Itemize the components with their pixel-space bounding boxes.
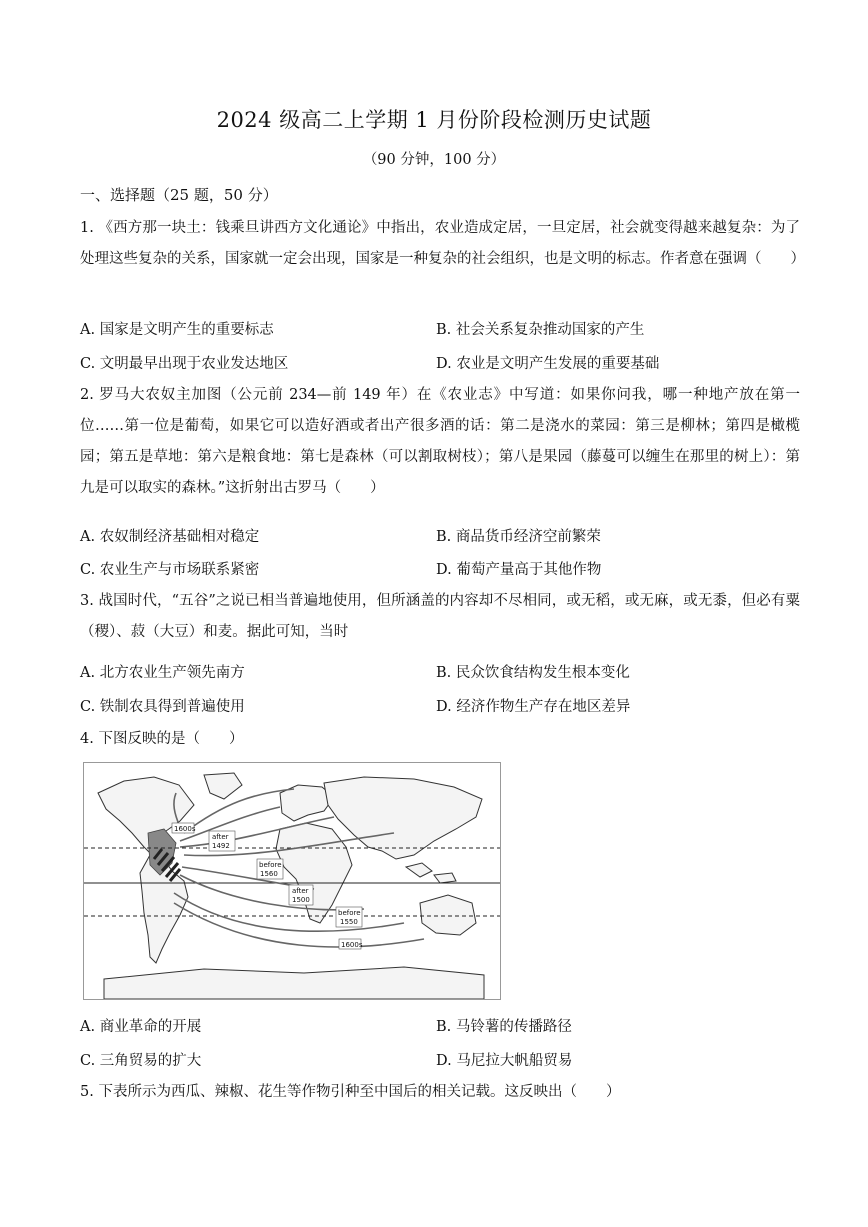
question-2-stem: 2. 罗马大农奴主加图（公元前 234—前 149 年）在《农业志》中写道：如果你问我，哪一种地产放在第一位……第一位是葡萄，如果它可以造好酒或者出产很多酒的话：第二是浇水的菜园：第三是柳林；第四是橄榄园；第五是草地：第六是粮食地：第七是森林（可以割取树枝）；第八是果园（藤蔓可以缠生在那里的树上）：第九是可以取实的森林。”这折射出古罗马（ ） (80, 387, 800, 496)
southeast-asia-islands (406, 863, 432, 877)
page-subtitle: （90 分钟，100 分） (362, 152, 506, 168)
question-3-option-b[interactable]: B. 民众饮食结构发生根本变化 (436, 665, 630, 681)
map-label-4b: 1500 (292, 896, 310, 904)
map-label-2b: 1492 (212, 842, 230, 850)
question-2-option-c[interactable]: C. 农业生产与市场联系紧密 (80, 562, 260, 578)
map-label-5b: 1550 (340, 918, 358, 926)
map-label-5a: before (338, 909, 361, 917)
question-4-option-a[interactable]: A. 商业革命的开展 (80, 1019, 202, 1035)
question-5-stem: 5. 下表所示为西瓜、辣椒、花生等作物引种至中国后的相关记载。这反映出（ ） (80, 1084, 621, 1100)
question-1-option-a[interactable]: A. 国家是文明产生的重要标志 (80, 322, 274, 338)
question-3-option-c[interactable]: C. 铁制农具得到普遍使用 (80, 699, 245, 715)
question-3-option-a[interactable]: A. 北方农业生产领先南方 (80, 665, 245, 681)
page-title: 2024 级高二上学期 1 月份阶段检测历史试题 (216, 108, 652, 132)
question-3-option-d[interactable]: D. 经济作物生产存在地区差异 (436, 699, 631, 715)
greenland-landmass (204, 773, 242, 799)
question-1-stem: 1. 《西方那一块土：钱乘旦讲西方文化通论》中指出，农业造成定居，一旦定居，社会就变得越来越复杂：为了处理这些复杂的关系，国家就一定会出现，国家是一种复杂的社会组织，也是文明的标志。作者意在强调（ ） (80, 220, 805, 267)
antarctica-landmass (104, 967, 484, 999)
question-1-option-b[interactable]: B. 社会关系复杂推动国家的产生 (436, 322, 645, 338)
north-america-landmass (98, 777, 194, 855)
map-label-4a: after (292, 887, 309, 895)
question-3-stem: 3. 战国时代，“五谷”之说已相当普遍地使用，但所涵盖的内容却不尽相同，或无稻，或无麻，或无黍，但必有粟（稷）、菽（大豆）和麦。据此可知，当时 (80, 593, 800, 640)
question-2-option-a[interactable]: A. 农奴制经济基础相对稳定 (80, 529, 260, 545)
question-1-option-d[interactable]: D. 农业是文明产生发展的重要基础 (436, 356, 660, 372)
indonesia-islands (434, 873, 456, 883)
question-2-option-b[interactable]: B. 商品货币经济空前繁荣 (436, 529, 601, 545)
map-label-1: 1600s (174, 825, 196, 833)
question-4-option-c[interactable]: C. 三角贸易的扩大 (80, 1053, 202, 1069)
map-label-3b: 1560 (260, 870, 278, 878)
question-4-option-b[interactable]: B. 马铃薯的传播路径 (436, 1019, 572, 1035)
asia-landmass (324, 777, 482, 859)
world-map-svg (84, 763, 500, 999)
map-label-6: 1600s (341, 941, 363, 949)
question-2-option-d[interactable]: D. 葡萄产量高于其他作物 (436, 562, 602, 578)
map-label-2a: after (212, 833, 229, 841)
world-map-figure (83, 762, 501, 1000)
section-heading: 一、选择题（25 题，50 分） (80, 186, 278, 204)
question-1-option-c[interactable]: C. 文明最早出现于农业发达地区 (80, 356, 289, 372)
map-label-3a: before (259, 861, 282, 869)
question-4-stem: 4. 下图反映的是（ ） (80, 731, 244, 747)
australia-landmass (420, 895, 476, 935)
question-4-option-d[interactable]: D. 马尼拉大帆船贸易 (436, 1053, 573, 1069)
